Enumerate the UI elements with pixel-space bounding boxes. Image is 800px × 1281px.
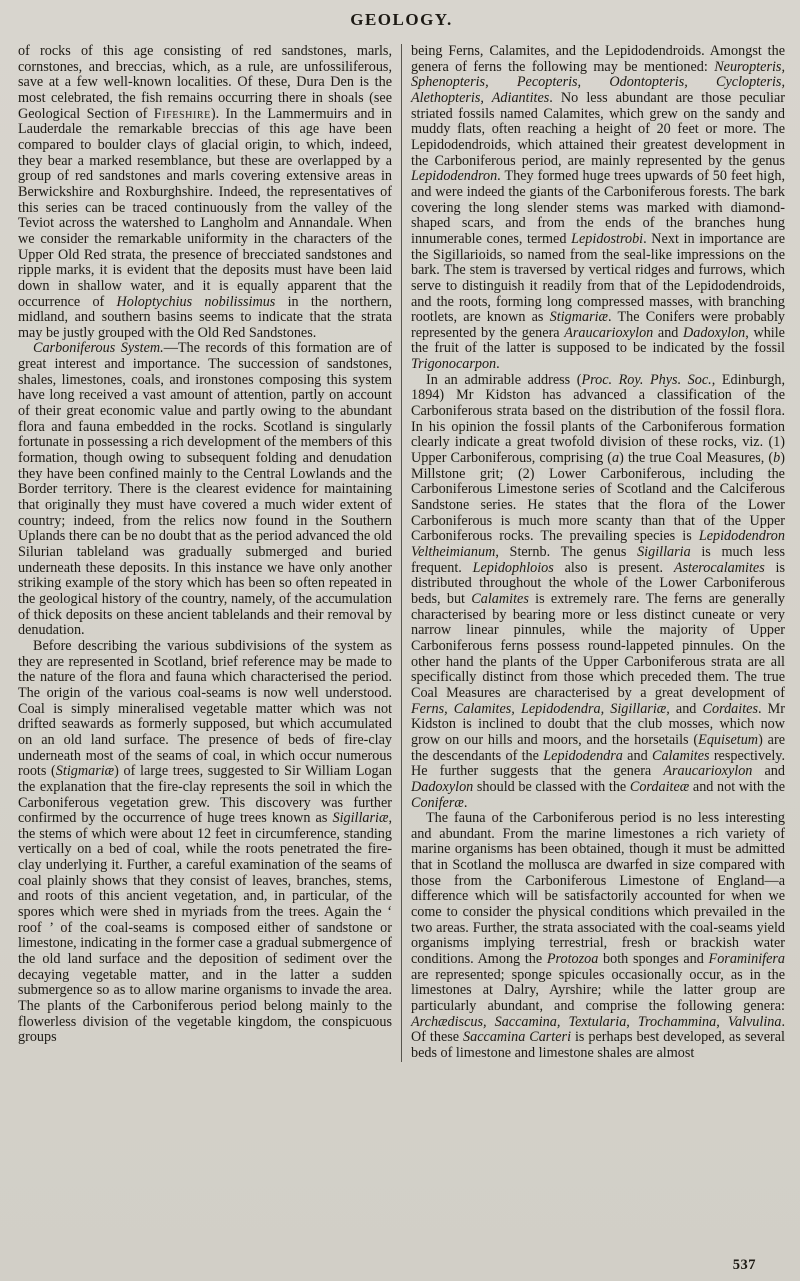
italic-text-run: Coniferæ: [411, 794, 464, 811]
smallcaps-text-run: Fifeshire: [153, 105, 211, 122]
text-run: and: [622, 747, 652, 764]
italic-text-run: Holoptychius nobilissimus: [116, 293, 276, 310]
column-divider: [401, 44, 402, 1062]
italic-text-run: Calamites: [471, 590, 529, 607]
text-run: and: [752, 763, 785, 780]
right-column: [411, 44, 785, 1062]
italic-text-run: Calamites: [651, 747, 710, 764]
text-run: , Edinburgh, 1894) Mr Kidston has advanced a classification of the Carboniferous strata based on the distribution of the fossil flora. In his opinion the fossil plants of the Carboniferous formation clearly indicate a great twofold division of these rocks, viz. (1) Upper Carboniferous, comprising (: [411, 371, 786, 467]
text-run: and not with the: [689, 778, 785, 795]
text-run: in the northern, midland, and southern basins seems to indicate that the strata may be justly grouped with the Old Red Sandstones.: [18, 293, 393, 341]
text-run: Before describing the various subdivisions of the system as they are represented in Scotland, brief reference may be made to the nature of the flora and fauna which characterised the period. The origin of the various coal-seams is now well understood. Coal is simply mineralised vegetable matter which was not drifted seawards as formerly supposed, but which accumulated on an old land surface. The presence of beds of fire-clay underneath most of the seams of coal, in which occur numerous roots (: [18, 637, 392, 780]
italic-text-run: Lepidophloios: [472, 559, 554, 576]
italic-text-run: Trigonocarpon: [411, 356, 497, 373]
text-run: is perhaps best developed, as several beds of limestone and limestone shales are almost: [411, 1029, 786, 1061]
italic-text-run: Lepidodendron: [411, 168, 498, 185]
italic-text-run: Cordaiteæ: [629, 778, 690, 795]
italic-text-run: Lepidodendron Veltheimianum: [411, 528, 785, 560]
text-run: also is present.: [553, 559, 674, 576]
page-title: GEOLOGY.: [350, 10, 453, 29]
italic-text-run: Asterocalamites: [673, 559, 765, 576]
page-number: 537: [732, 1257, 756, 1273]
text-run: is much less frequent.: [411, 544, 785, 576]
italic-text-run: a: [612, 450, 620, 467]
text-run: is distributed throughout the whole of the Lower Carboniferous beds, but: [411, 559, 785, 607]
text-run: . Of these: [411, 1013, 785, 1046]
italic-text-run: Araucarioxylon: [663, 763, 753, 780]
text-run: , Sternb. The genus: [495, 544, 638, 560]
text-run: . They formed huge trees upwards of 50 feet high, and were indeed the giants of the Carboniferous forests. The bark covering the long slender stems was marked with diamond-shaped scars, and from the ends of the branches hung innumerable cones, termed: [411, 168, 785, 247]
italic-text-run: Dadoxylon: [683, 324, 746, 341]
text-run: . Mr Kidston is inclined to doubt that the club mosses, which now grow on our hills and moors, and the horsetails (: [411, 700, 785, 748]
text-run: . No less abundant are those peculiar striated fossils named Calamites, which grew on the sandy and muddy flats, often reaching a height of 20 feet or more. The Lepidodendroids, which attained their greatest development in the Carboniferous period, are mainly represented by the genus: [411, 89, 785, 169]
italic-text-run: Stigmariæ: [55, 763, 115, 780]
paragraph: [18, 44, 392, 341]
italic-text-run: Cordaites: [702, 700, 758, 717]
italic-text-run: Equisetum: [698, 731, 759, 748]
text-run: and: [653, 324, 684, 341]
text-run: should be classed with the: [473, 778, 630, 795]
text-run: is extremely rare. The ferns are generally characterised by bearing more or less distinct cuneate or very narrow linear pinnules, while the majority of Upper Carboniferous ferns possess round-lappeted pinnules. On the other hand the plants of the Upper Carboniferous strata are all specifically distinct from those which preceded them. The true Coal Measures are characterised by a great development of: [411, 590, 785, 701]
italic-text-run: Neuropteris, Sphenopteris, Pecopteris, Odontopteris, Cyclopteris, Alethopteris, Adiantites: [411, 58, 785, 106]
text-run: .: [463, 794, 468, 811]
italic-text-run: Foraminifera: [708, 951, 785, 968]
text-run: . The Conifers were probably represented by the genera: [411, 309, 785, 341]
text-run: .: [496, 356, 500, 373]
italic-text-run: Protozoa: [546, 951, 599, 968]
text-run: ) of large trees, suggested to Sir William Logan the explanation that the fire-clay represents the soil in which the Carboniferous vegetation grew. This discovery was further confirmed by the occurrence of huge trees known as: [18, 763, 392, 827]
italic-text-run: Sigillariæ: [332, 810, 389, 827]
text-run: The fauna of the Carboniferous period is no less interesting and abundant. From the marine limestones a rich variety of marine organisms has been obtained, though it must be admitted that in Scotland the mollusca are dwarfed in size compared with those from the Carboniferous Limestone of England—a difference which will be satisfactorily accounted for when we come to consider the physical conditions which prevailed in the two areas. Further, the strata associated with the coal-seams yield organisms implying terrestrial, fresh or brackish water conditions. Among the: [411, 810, 785, 968]
paragraph: [18, 639, 392, 1046]
text-run: , the stems of which were about 12 feet in circumference, standing vertically on a bed of coal, while the roots penetrated the fire-clay underlying it. Further, a careful examination of the seams of coal plainly shows that they consist of leaves, branches, stems, and roots of this ancient vegetation, and, in particular, of the spores which were shed in myriads from the trees. Again the ‘ roof ’ of the coal-seams is composed either of sandstone or limestone, indicating in the former case a gradual submergence of the old land surface and the deposition of sediment over the decaying vegetable matter, and in the latter a sudden submergence so as to allow marine organisms to invade the area. The plants of the Carboniferous period belong mainly to the flowerless division of the vegetable kingdom, the conspicuous groups: [18, 810, 392, 1046]
italic-text-run: Saccamina Carteri: [463, 1029, 572, 1046]
italic-text-run: Archædiscus, Saccamina, Textularia, Trochammina, Valvulina: [411, 1013, 782, 1030]
text-run: ). In the Lammermuirs and in Lauderdale the remarkable breccias of this age have been compared to boulder clays of glacial origin, to which, indeed, they bear a marked resemblance, but these are overlapped by a group of red sandstones and marls covering extensive areas in Berwickshire and Roxburghshire. Indeed, the representatives of this series can be traced continuously from the valley of the Teviot across the watershed to Langholm and Annandale. When we consider the remarkable uniformity in the characters of the Upper Old Red strata, the presence of brecciated sandstones and ripple marks, it is evident that the deposits must have been laid down in shallow water, and it is equally apparent that the occurrence of: [18, 105, 392, 310]
paragraph: [411, 44, 785, 373]
text-columns: [18, 44, 785, 1062]
italic-text-run: Carboniferous System.: [33, 340, 164, 357]
text-run: and: [669, 700, 703, 717]
text-run: . Next in importance are the Sigillarioids, so named from the seal-like impressions on the bark. The stem is traversed by vertical ridges and furrows, which serve to distinguish it readily from that of the Lepidodendroids, and the roots, forming long compressed masses, with branching rootlets, are known as: [411, 230, 786, 326]
italic-text-run: Stigmariæ: [549, 309, 608, 326]
left-column: [18, 44, 392, 1062]
text-run: of rocks of this age consisting of red sandstones, marls, cornstones, and breccias, which, as a rule, are unfossiliferous, save at a few well-known localities. Of these, Dura Den is the most celebrated, the fish remains occurring there in shoals (see Geological Section of: [18, 43, 392, 122]
text-run: both sponges and: [598, 951, 709, 968]
text-run: respectively. He further suggests that the genera: [411, 747, 786, 780]
paragraph: [411, 811, 785, 1062]
text-run: ) the true Coal Measures, (: [619, 450, 774, 467]
italic-text-run: Ferns, Calamites, Lepidodendra, Sigillariæ,: [411, 700, 670, 717]
italic-text-run: Lepidostrobi: [571, 230, 644, 247]
text-run: are represented; sponge spicules occasionally occur, as in the limestones at Dalry, Ayrshire; while the latter group are particularly abundant, and comprise the following genera:: [411, 966, 785, 1015]
italic-text-run: Lepidodendra: [543, 747, 623, 764]
text-run: , while the fruit of the latter is supposed to be indicated by the fossil: [411, 324, 785, 357]
text-run: In an admirable address (: [426, 371, 582, 388]
italic-text-run: Araucarioxylon: [564, 324, 654, 341]
text-run: ) are the descendants of the: [411, 731, 785, 764]
text-run: —The records of this formation are of great interest and importance. The succession of sandstones, shales, limestones, coals, and ironstones composing this system have long received a vast amount of attention, partly on account of their great economic value and partly owing to the abundant flora and fauna embedded in the rocks. Scotland is singularly fortunate in possessing a rich development of the members of this formation, though owing to subsequent folding and denudation they have been confined mainly to the Central Lowlands and the Border territory. There is the clearest evidence for maintaining that originally they must have covered a much wider extent of country; indeed, from the relics now found in the Southern Uplands there can be no doubt that as the period advanced the old Silurian tableland was gradually submerged and buried underneath these deposits. In this instance we have only another striking example of the story which has been so often repeated in the geological history of the country, namely, of the accumulation of thick deposits on these ancient tablelands and their removal by denudation.: [18, 340, 393, 639]
italic-text-run: Proc. Roy. Phys. Soc.: [581, 371, 712, 388]
italic-text-run: b: [773, 450, 781, 467]
italic-text-run: Dadoxylon: [411, 778, 474, 795]
paragraph: [18, 341, 392, 638]
italic-text-run: Sigillaria: [637, 544, 691, 560]
text-run: being Ferns, Calamites, and the Lepidodendroids. Amongst the genera of ferns the following may be mentioned:: [411, 43, 785, 75]
text-run: ) Millstone grit; (2) Lower Carboniferous, including the Carboniferous Limestone series of Scotland and the Calciferous Sandstone series. He states that the flora of the Lower Carboniferous is much more scanty than that of the Upper Carboniferous rocks. The prevailing species is: [411, 450, 785, 545]
paragraph: [411, 373, 785, 811]
